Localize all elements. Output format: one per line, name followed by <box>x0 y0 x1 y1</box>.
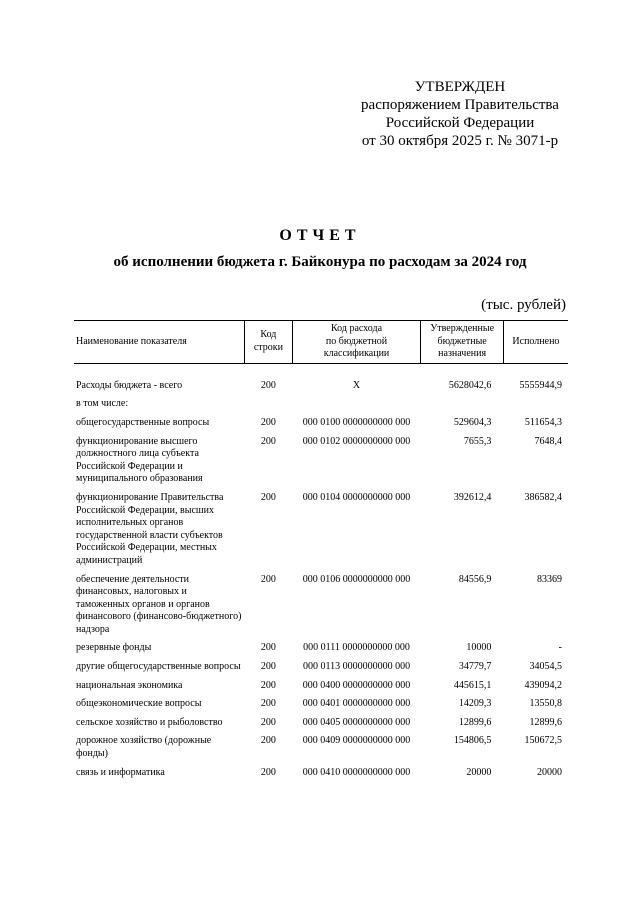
row-name: национальная экономика <box>76 679 183 691</box>
row-approved: 10000 <box>466 642 492 654</box>
row-executed: 12899,6 <box>529 716 562 728</box>
row-name: функционирование высшего должностного лица субъекта Российской Федерации и муниципального образования <box>76 435 203 485</box>
row-line-code: 200 <box>260 416 276 428</box>
row-classification: 000 0111 0000000000 000 <box>303 642 410 654</box>
approval-line-4: от 30 октября 2025 г. № 3071-р <box>361 133 559 149</box>
row-executed: 511654,3 <box>524 416 562 428</box>
row-approved: 14209,3 <box>458 698 492 710</box>
row-approved: 7655,3 <box>463 435 492 447</box>
table-row <box>74 417 568 436</box>
row-line-code <box>245 398 293 417</box>
table-row <box>74 698 568 717</box>
row-line-code: 200 <box>260 679 276 691</box>
report-title: ОТЧЕТ <box>279 227 361 244</box>
row-name: связь и информатика <box>76 766 165 778</box>
row-classification: 000 0102 0000000000 000 <box>302 435 411 447</box>
row-approved: 154806,5 <box>453 735 492 747</box>
row-approved: 34779,7 <box>458 661 492 673</box>
approval-heading: УТВЕРЖДЕН <box>414 79 506 95</box>
row-line-code: 200 <box>260 766 276 778</box>
table-row <box>74 574 568 643</box>
table-row <box>74 767 568 786</box>
row-classification: 000 0100 0000000000 000 <box>302 416 411 428</box>
row-executed: 20000 <box>537 766 562 778</box>
row-name: общегосударственные вопросы <box>76 416 210 428</box>
row-classification: 000 0400 0000000000 000 <box>302 679 411 691</box>
row-line-code: 200 <box>260 735 276 747</box>
row-approved: 392612,4 <box>453 491 492 503</box>
row-name: в том числе: <box>76 398 129 410</box>
row-approved: 445615,1 <box>453 679 492 691</box>
row-line-code: 200 <box>260 716 276 728</box>
table-row <box>74 717 568 736</box>
table-row <box>74 735 568 766</box>
table-header-row <box>74 321 568 364</box>
row-executed: - <box>558 642 562 654</box>
approval-line-3: Российской Федерации <box>385 115 535 131</box>
row-name: общеэкономические вопросы <box>76 698 202 710</box>
table-row <box>74 642 568 661</box>
row-executed: 439094,2 <box>524 679 562 691</box>
row-approved: 84556,9 <box>458 573 492 585</box>
row-executed: 386582,4 <box>524 491 562 503</box>
row-name: другие общегосударственные вопросы <box>76 661 241 673</box>
row-executed: 13550,8 <box>529 698 562 710</box>
row-classification: 000 0410 0000000000 000 <box>302 766 411 778</box>
table-row <box>74 492 568 574</box>
row-name: дорожное хозяйство (дорожные фонды) <box>76 735 212 760</box>
row-classification: X <box>352 379 361 391</box>
row-line-code: 200 <box>260 379 276 391</box>
row-classification: 000 0113 0000000000 000 <box>302 661 411 673</box>
header-classification: Код расхода по бюджетной классификации <box>292 321 421 364</box>
row-approved: 529604,3 <box>453 416 492 428</box>
table-row <box>74 398 568 417</box>
row-line-code: 200 <box>260 573 276 585</box>
row-executed: 5555944,9 <box>519 379 562 391</box>
row-executed: 83369 <box>537 573 562 585</box>
row-line-code: 200 <box>260 642 276 654</box>
report-subtitle: об исполнении бюджета г. Байконура по расходам за 2024 год <box>113 254 527 270</box>
table-row <box>74 680 568 699</box>
row-approved: 12899,6 <box>458 716 492 728</box>
table-row <box>74 661 568 680</box>
row-executed: 150672,5 <box>524 735 562 747</box>
approval-block <box>340 78 580 150</box>
row-line-code: 200 <box>260 661 276 673</box>
row-line-code: 200 <box>260 698 276 710</box>
table-row <box>74 363 568 398</box>
row-classification: 000 0405 0000000000 000 <box>302 716 411 728</box>
row-approved <box>421 398 504 417</box>
row-executed: 7648,4 <box>534 435 562 447</box>
units-label: (тыс. рублей) <box>481 297 566 313</box>
header-executed: Исполнено <box>503 321 568 364</box>
row-classification <box>292 398 421 417</box>
row-line-code: 200 <box>260 491 276 503</box>
row-name: функционирование Правительства Российской Федерации, высших исполнительных органов государственной власти субъектов Российской Федерации, местных администраций <box>76 491 224 566</box>
row-approved: 5628042,6 <box>448 379 492 391</box>
budget-table <box>74 320 568 785</box>
row-line-code: 200 <box>260 435 276 447</box>
row-name: сельское хозяйство и рыболовство <box>76 716 223 728</box>
row-executed: 34054,5 <box>529 661 562 673</box>
row-name: Расходы бюджета - всего <box>76 379 183 391</box>
header-name: Наименование показателя <box>74 321 245 364</box>
header-line-code: Код строки <box>245 321 293 364</box>
row-classification: 000 0409 0000000000 000 <box>302 735 411 747</box>
header-approved: Утвержденные бюджетные назначения <box>421 321 504 364</box>
row-approved: 20000 <box>466 766 492 778</box>
row-executed <box>503 398 568 417</box>
row-classification: 000 0106 0000000000 000 <box>302 573 411 585</box>
row-classification: 000 0401 0000000000 000 <box>302 698 411 710</box>
row-name: резервные фонды <box>76 642 152 654</box>
table-row <box>74 436 568 492</box>
approval-line-2: распоряжением Правительства <box>361 97 559 113</box>
row-name: обеспечение деятельности финансовых, налоговых и таможенных органов и органов финансового (финансово-бюджетного) надзора <box>76 573 242 635</box>
row-classification: 000 0104 0000000000 000 <box>302 491 411 503</box>
